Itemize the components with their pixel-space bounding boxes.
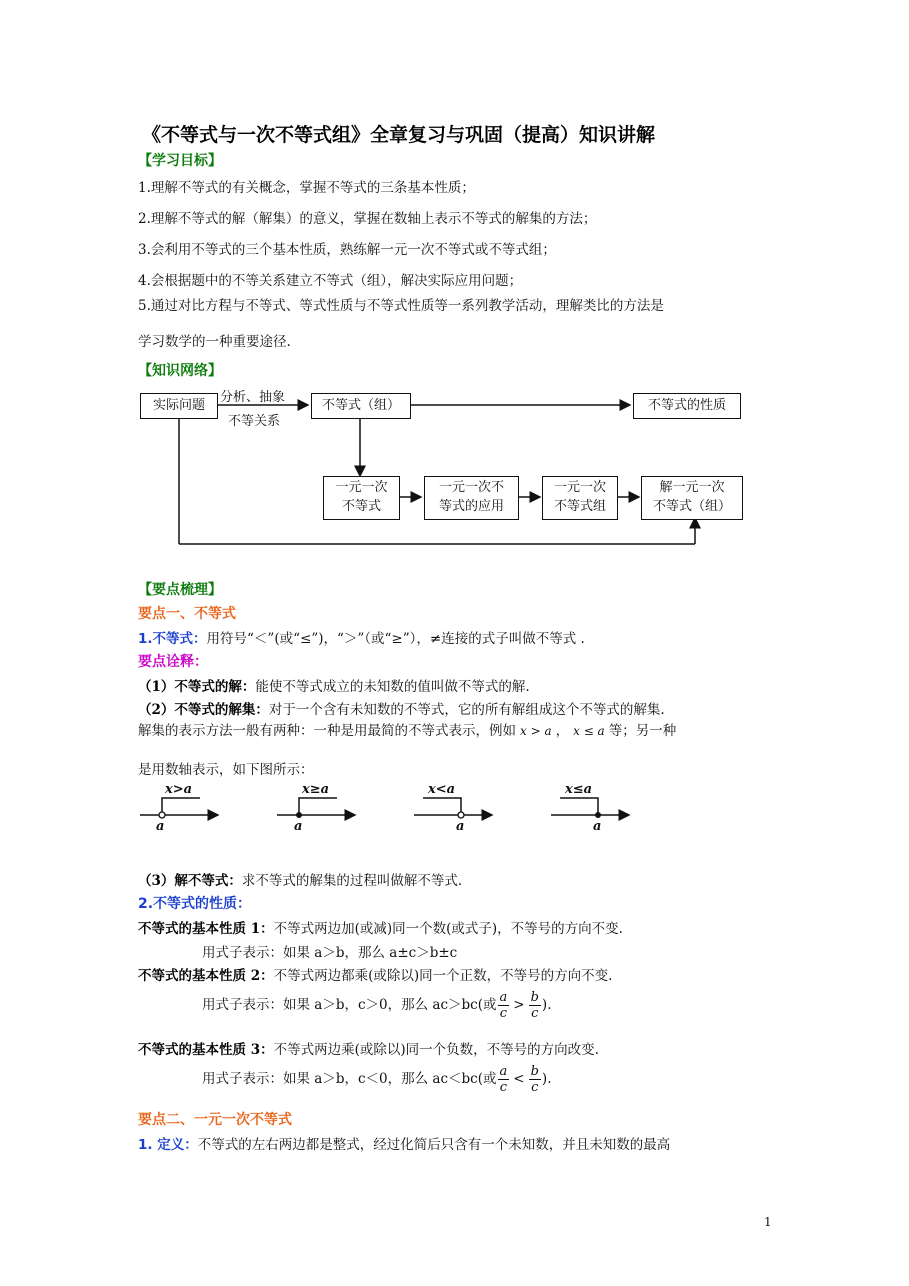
fraction-numerator: b [530, 990, 539, 1005]
box-line: 一元一次 [335, 480, 388, 495]
goal-item: 1.理解不等式的有关概念，掌握不等式的三条基本性质； [138, 180, 475, 196]
note2-label: （2）不等式的解集： [138, 702, 269, 718]
note3-text: 求不等式的解集的过程叫做解不等式. [241, 873, 463, 889]
note1-text: 能使不等式成立的未知数的值叫做不等式的解. [255, 679, 530, 695]
points-heading: 【要点梳理】 [138, 582, 222, 598]
property-2-formula-text: 用式子表示：如果 a＞b，c＞0，那么 ac＞bc(或 [202, 997, 497, 1013]
point2-heading: 要点二、一元一次不等式 [138, 1112, 292, 1128]
note2-text: 对于一个含有未知数的不等式，它的所有解组成这个不等式的解集. [268, 702, 665, 718]
label-analyze: 分析、抽象 [220, 390, 286, 405]
fraction-denominator: c [499, 1080, 508, 1095]
numberline-3-point: a [456, 819, 465, 834]
relation-sign: > [513, 997, 525, 1013]
page-number: 1 [764, 1215, 772, 1229]
definition-text: 用符号“＜”(或“≤”)，“＞”（或“≥”），≠连接的式子叫做不等式 . [206, 631, 585, 647]
goals-heading: 【学习目标】 [138, 153, 222, 169]
property-2-formula [202, 990, 551, 1021]
fraction-numerator: a [499, 990, 508, 1005]
numberline-1-label: x>a [165, 782, 193, 797]
property-2 [138, 964, 612, 984]
fraction-numerator: a [499, 1064, 508, 1079]
fraction-b-over-c [529, 1064, 541, 1095]
box-line: 一元一次 [553, 480, 606, 495]
box-line: 不等式组 [553, 499, 606, 514]
property-3-formula [202, 1064, 551, 1095]
properties-heading: 2.不等式的性质： [138, 896, 252, 912]
goal-item: 2.理解不等式的解（解集）的意义，掌握在数轴上表示不等式的解集的方法； [138, 211, 597, 227]
note2-cont-end: 等；另一种 [608, 723, 677, 739]
definition-2-text: 不等式的左右两边都是整式，经过化简后只含有一个未知数，并且未知数的最高 [197, 1137, 671, 1153]
fraction-denominator: c [531, 1080, 539, 1095]
numberline-2-point: a [294, 819, 303, 834]
property-3-formula-text: 用式子表示：如果 a＞b，c＜0，那么 ac＜bc(或 [202, 1071, 497, 1087]
point1-heading: 要点一、不等式 [138, 606, 236, 622]
box-line: 不等式 [341, 499, 381, 514]
definition-label: 1.不等式： [138, 631, 207, 647]
example-le: x ≤ a [573, 724, 605, 738]
property-3 [138, 1038, 599, 1058]
note2-continued-2: 是用数轴表示，如下图所示： [138, 762, 314, 778]
label-relation: 不等关系 [228, 414, 281, 429]
note3 [138, 869, 462, 889]
formula-end: ). [541, 997, 552, 1013]
box-real-problem: 实际问题 [140, 393, 218, 419]
fraction-denominator: c [531, 1006, 539, 1021]
relation-sign: < [513, 1071, 525, 1087]
box-line: 不等式（组） [652, 499, 731, 514]
fraction-a-over-c [498, 1064, 510, 1095]
goal-item: 5.通过对比方程与不等式、等式性质与不等式性质等一系列教学活动，理解类比的方法是 [138, 298, 664, 314]
goal-item: 3.会利用不等式的三个基本性质，熟练解一元一次不等式或不等式组； [138, 242, 556, 258]
property-1 [138, 917, 623, 937]
note2-cont-text: 解集的表示方法一般有两种：一种是用最简的不等式表示，例如 [138, 723, 516, 739]
example-gt: x > a [520, 724, 552, 738]
fraction-denominator: c [499, 1006, 508, 1021]
property-3-label: 不等式的基本性质 3： [138, 1042, 274, 1058]
fraction-numerator: b [530, 1064, 539, 1079]
note2-continued: 解集的表示方法一般有两种：一种是用最简的不等式表示，例如 x > a ， x ≤ a 等；另一种 [138, 723, 677, 739]
note3-label: （3）解不等式： [138, 873, 242, 889]
network-heading: 【知识网络】 [138, 363, 222, 379]
numberline-2-label: x≥a [302, 782, 330, 797]
numberline-4-point: a [593, 819, 602, 834]
goal-item: 4.会根据题中的不等关系建立不等式（组），解决实际应用问题； [138, 273, 523, 289]
property-2-label: 不等式的基本性质 2： [138, 968, 274, 984]
box-line: 一元一次不 [438, 480, 504, 495]
numberline-1-point: a [156, 819, 165, 834]
box-inequality: 不等式（组） [311, 393, 411, 419]
property-2-text: 不等式两边都乘(或除以)同一个正数，不等号的方向不变. [273, 968, 613, 984]
page-title: 《不等式与一次不等式组》全章复习与巩固（提高）知识讲解 [142, 124, 656, 146]
definition-2-label: 1. 定义： [138, 1137, 198, 1153]
numberline-3-label: x<a [428, 782, 456, 797]
note1-label: （1）不等式的解： [138, 679, 256, 695]
fraction-b-over-c [529, 990, 541, 1021]
property-1-label: 不等式的基本性质 1： [138, 921, 274, 937]
numberline-4-label: x≤a [565, 782, 593, 797]
goal-item: 学习数学的一种重要途径. [138, 334, 291, 350]
formula-end: ). [541, 1071, 552, 1087]
box-line: 解一元一次 [659, 480, 725, 495]
box-properties: 不等式的性质 [633, 393, 741, 419]
property-1-text: 不等式两边加(或减)同一个数(或式子)，不等号的方向不变. [273, 921, 623, 937]
box-line: 等式的应用 [438, 499, 504, 514]
property-3-text: 不等式两边乘(或除以)同一个负数，不等号的方向改变. [273, 1042, 599, 1058]
definition-2 [138, 1133, 670, 1153]
fraction-a-over-c [498, 990, 510, 1021]
note-heading: 要点诠释： [138, 654, 208, 670]
property-1-formula: 用式子表示：如果 a＞b，那么 a±c＞b±c [202, 945, 458, 961]
